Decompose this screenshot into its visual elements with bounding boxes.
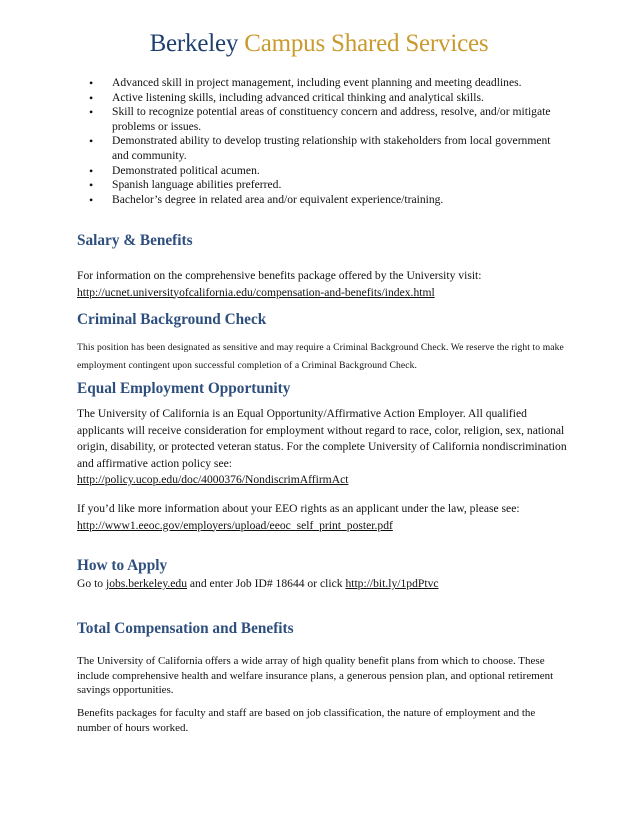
list-item: • Bachelor’s degree in related area and/or equivalent experience/training. xyxy=(88,193,558,208)
campus-shared-services-title: Campus Shared Services xyxy=(244,30,489,57)
compensation-text: The University of California offers a wide array of high quality benefit plans from which to choose. These include comprehensive health and welfare insurance plans, a generous pension plan, and optional retirement savings opportunities. xyxy=(77,655,554,697)
list-item: • Advanced skill in project management, including event planning and meeting deadlines. xyxy=(88,76,558,91)
eeo-rights-text xyxy=(77,501,567,534)
salary-heading: Salary & Benefits xyxy=(77,232,193,249)
list-item: • Active listening skills, including advanced critical thinking and analytical skills. xyxy=(88,91,558,106)
list-item: • Demonstrated political acumen. xyxy=(88,164,558,179)
eeo-heading: Equal Employment Opportunity xyxy=(77,380,291,397)
apply-heading: How to Apply xyxy=(77,557,168,574)
list-item: • Demonstrated ability to develop trusting relationship with stakeholders from local government and community. xyxy=(88,134,558,163)
salary-text xyxy=(77,268,567,301)
criminal-heading: Criminal Background Check xyxy=(77,311,267,328)
eeo-rights-description: If you’d like more information about your EEO rights as an applicant under the law, please see: xyxy=(77,502,520,515)
compensation-text-2: Benefits packages for faculty and staff are based on job classification, the nature of employment and the number of hours worked. xyxy=(77,707,536,734)
benefits-link[interactable]: http://ucnet.universityofcalifornia.edu/compensation-and-benefits/index.html xyxy=(77,285,435,299)
compensation-heading: Total Compensation and Benefits xyxy=(77,620,294,637)
eeo-text xyxy=(77,406,567,489)
requirements-list xyxy=(88,76,558,207)
list-item: • Skill to recognize potential areas of constituency concern and address, resolve, and/or mitigate problems or issues. xyxy=(88,105,558,134)
jobs-site-link[interactable]: jobs.berkeley.edu xyxy=(105,577,188,590)
apply-text xyxy=(77,576,567,593)
apply-short-link[interactable]: http://bit.ly/1pdPtvc xyxy=(345,577,439,590)
eeo-policy-link[interactable]: http://policy.ucop.edu/doc/4000376/NondiscrimAffirmAct xyxy=(77,473,349,486)
apply-prefix: Go to xyxy=(77,577,106,590)
list-item: • Spanish language abilities preferred. xyxy=(88,178,558,193)
apply-middle: and enter Job ID# 18644 or click xyxy=(187,577,346,590)
eeo-description: The University of California is an Equal Opportunity/Affirmative Action Employer. All qualified applicants will receive consideration for employment without regard to race, color, religion, sex, national origin, disability, or protected veteran status. For the complete University of California nondiscrimination and affirmative action policy see: xyxy=(77,407,567,470)
berkeley-wordmark: Berkeley xyxy=(149,30,239,57)
criminal-text: This position has been designated as sensitive and may require a Criminal Background Check. We reserve the right to make employment contingent upon successful completion of a Criminal Background Check. xyxy=(77,342,564,371)
eeo-poster-link[interactable]: http://www1.eeoc.gov/employers/upload/eeoc_self_print_poster.pdf xyxy=(77,518,393,532)
letterhead xyxy=(0,30,638,58)
salary-description: For information on the comprehensive benefits package offered by the University visit: xyxy=(77,269,482,282)
